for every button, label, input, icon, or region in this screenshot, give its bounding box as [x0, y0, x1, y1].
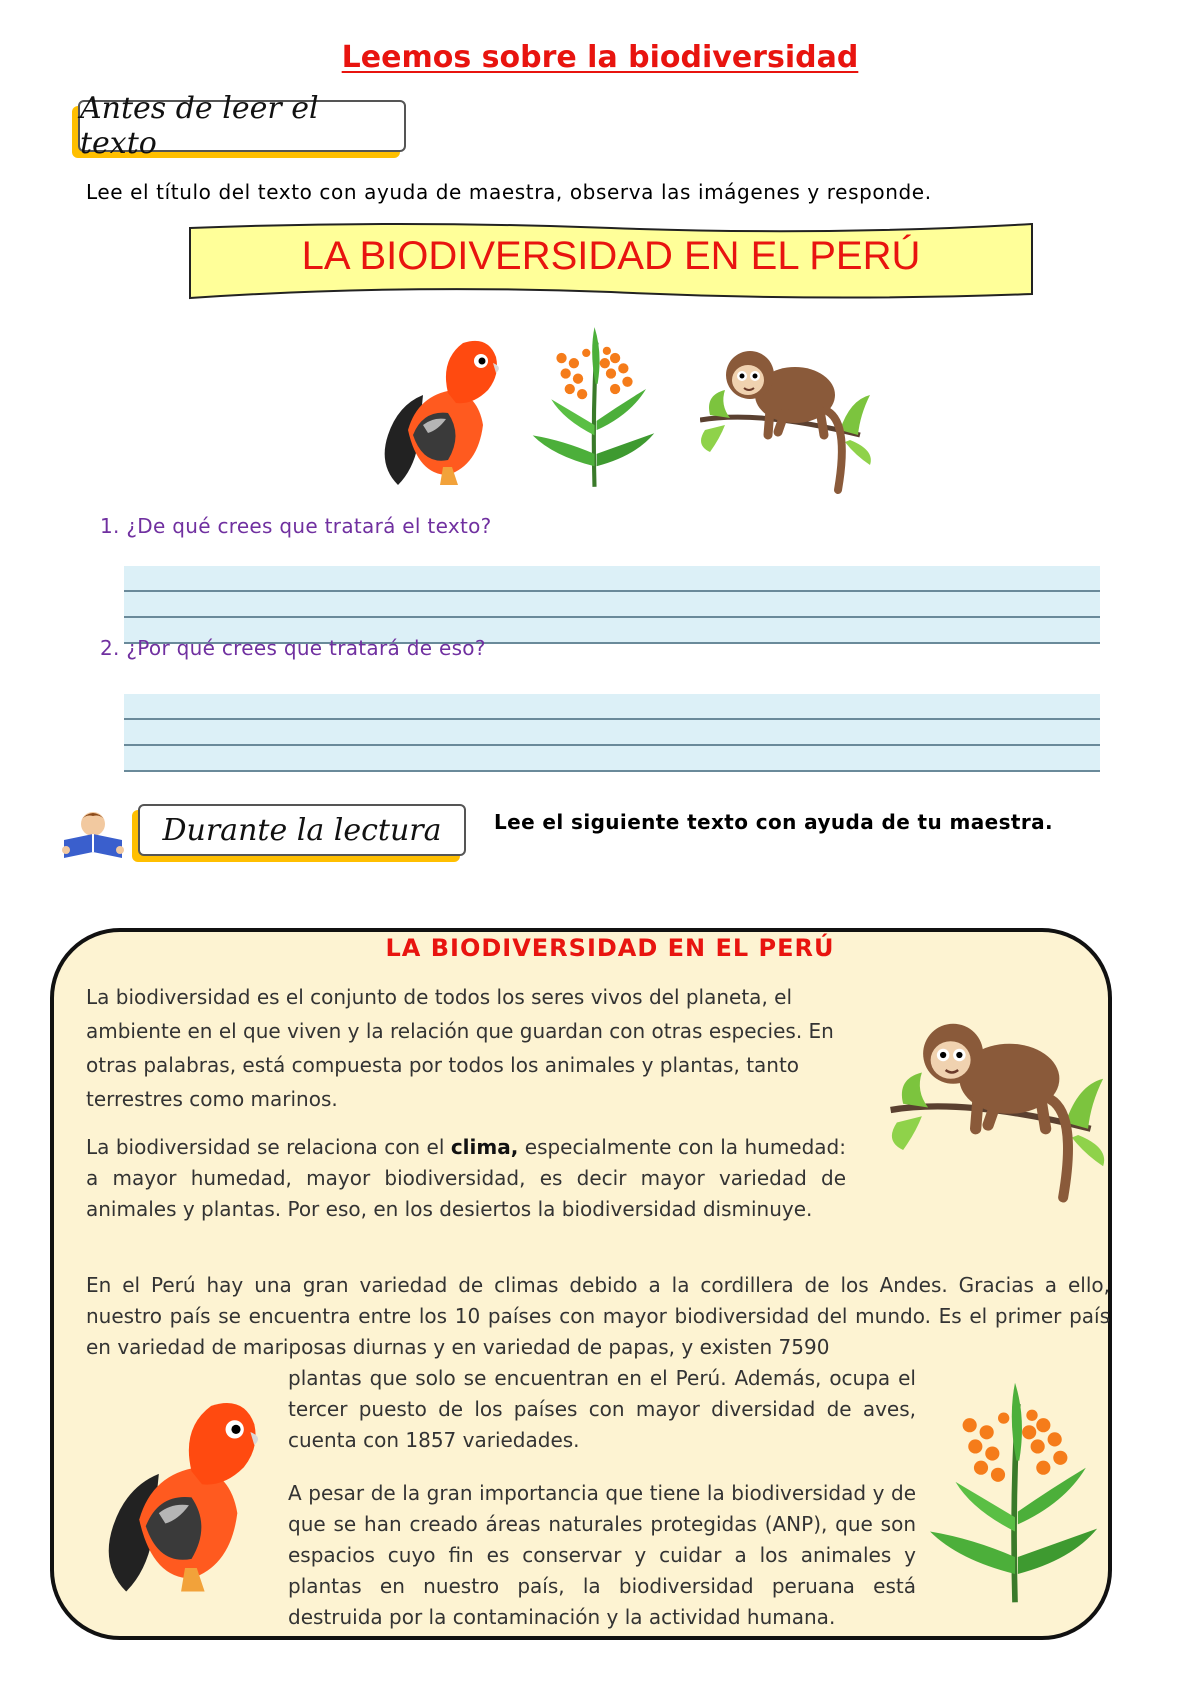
- paragraph-1: La biodiversidad es el conjunto de todos los seres vivos del planeta, el ambiente en el que viven y la relación que guardan con otras especies. En otras palabras, está compuesta por todos los animales y plantas, tanto terrestres como marinos.: [86, 985, 834, 1111]
- answer-area-1[interactable]: [124, 566, 1100, 644]
- question-1: 1. ¿De qué crees que tratará el texto?: [100, 514, 492, 538]
- keyword-clima: clima,: [450, 1135, 519, 1159]
- page-title: Leemos sobre la biodiversidad: [341, 40, 859, 75]
- monkey-illustration: [880, 1010, 1120, 1210]
- answer-area-2[interactable]: [124, 694, 1100, 772]
- monkey-icon: [700, 340, 875, 500]
- bird-illustration: [100, 1395, 270, 1605]
- before-reading-tab: Antes de leer el texto: [78, 100, 406, 152]
- child-reading-icon: [56, 808, 130, 864]
- plant-illustration: [930, 1360, 1100, 1625]
- before-reading-instruction: Lee el título del texto con ayuda de maestra, observa las imágenes y responde.: [86, 180, 932, 204]
- paragraph-2: [86, 1132, 846, 1225]
- paragraph-3: En el Perú hay una gran variedad de climas debido a la cordillera de los Andes. Gracias a ello, nuestro país se encuentra entre los 10 países con mayor biodiversidad del mundo. Es el primer país en variedad de mariposas diurnas y en variedad de papas, y existen 7590: [86, 1273, 1110, 1359]
- paragraph-2-end: especialmente con la humedad: a mayor humedad, mayor biodiversidad, es decir mayor variedad de animales y plantas. Por eso, en los desiertos la biodiversidad disminuye.: [86, 1135, 846, 1221]
- reading-title: LA BIODIVERSIDAD EN EL PERÚ: [385, 934, 835, 962]
- banner-title: LA BIODIVERSIDAD EN EL PERÚ: [301, 234, 921, 278]
- plant-icon: [532, 322, 657, 492]
- question-2: 2. ¿Por qué crees que tratará de eso?: [100, 636, 486, 660]
- paragraph-2-start: La biodiversidad se relaciona con el: [86, 1135, 451, 1159]
- during-reading-instruction: Lee el siguiente texto con ayuda de tu maestra.: [494, 810, 1054, 834]
- during-reading-tab: Durante la lectura: [138, 804, 466, 856]
- bird-icon: [378, 335, 508, 495]
- paragraph-3-continued: plantas que solo se encuentran en el Perú. Además, ocupa el tercer puesto de los países con mayor diversidad de aves, cuenta con 1857 variedades.: [288, 1366, 916, 1452]
- paragraph-4: A pesar de la gran importancia que tiene la biodiversidad y de que se han creado áreas naturales protegidas (ANP), que son espacios cuyo fin es conservar y cuidar a los animales y plantas en nuestro país, la biodiversidad peruana está destruida por la contaminación y la actividad humana.: [288, 1481, 916, 1629]
